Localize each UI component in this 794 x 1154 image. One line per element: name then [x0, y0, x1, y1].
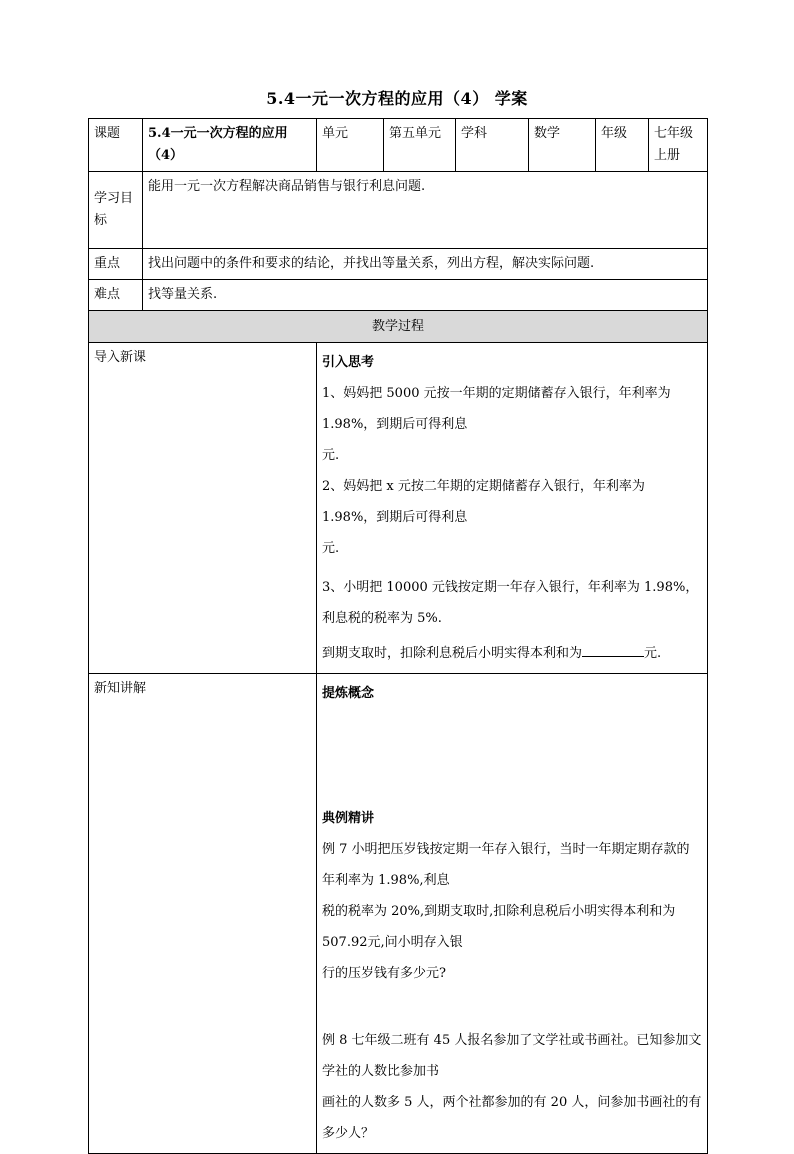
intro-q3-line-2-a: 到期支取时，扣除利息税后小明实得本利和为 [322, 646, 583, 661]
intro-q1-line-1: 1、妈妈把 5000 元按一年期的定期储蓄存入银行，年利率为 1.98%，到期后可得利息 [322, 386, 671, 432]
lesson-plan-table [88, 118, 708, 1154]
unit-value: 第五单元 [384, 119, 456, 172]
subject-label: 学科 [456, 119, 529, 172]
intro-q1-line-2: 元. [322, 448, 340, 463]
process-band: 教学过程 [89, 311, 708, 343]
intro-label-cell [89, 343, 317, 674]
course-value-line-2: （4） [148, 148, 184, 163]
objective-row [89, 172, 708, 249]
example-7-line-3: 行的压岁钱有多少元? [322, 966, 446, 981]
concept-heading: 提炼概念 [322, 686, 375, 701]
example-8-line-1: 例 8 七年级二班有 45 人报名参加了文学社或书画社。已知参加文学社的人数比参加书 [322, 1033, 702, 1079]
intro-label: 导入新课 [94, 350, 147, 365]
new-knowledge-label-cell [89, 674, 317, 1154]
header-row [89, 119, 708, 172]
course-value [143, 119, 317, 172]
concept-space [322, 709, 702, 803]
example-7-line-2: 税的税率为 20%,到期支取时,扣除利息税后小明实得本利和为 507.92元,问小明存入银 [322, 904, 676, 950]
objective-text: 能用一元一次方程解决商品销售与银行利息问题. [143, 172, 708, 249]
grade-value: 七年级上册 [649, 119, 708, 172]
key-point-label: 重点 [89, 249, 143, 280]
unit-label: 单元 [317, 119, 384, 172]
intro-q3-line-2 [322, 638, 702, 669]
new-knowledge-content [317, 674, 708, 1154]
intro-row [89, 343, 708, 674]
course-value-line-1: 5.4一元一次方程的应用 [148, 126, 288, 141]
intro-heading: 引入思考 [322, 355, 375, 370]
grade-label: 年级 [596, 119, 649, 172]
process-band-row [89, 311, 708, 343]
example-7-line-1: 例 7 小明把压岁钱按定期一年存入银行，当时一年期定期存款的年利率为 1.98%,利息 [322, 842, 690, 888]
intro-q3-line-1: 3、小明把 10000 元钱按定期一年存入银行，年利率为 1.98%， 利息税的税率为 5%. [322, 580, 699, 626]
intro-content [317, 343, 708, 674]
difficulty-text: 找等量关系. [143, 280, 708, 311]
example-8-line-2: 画社的人数多 5 人，两个社都参加的有 20 人，问参加书画社的有多少人？ [322, 1095, 702, 1141]
objective-label: 学习目标 [89, 172, 143, 249]
examples-heading: 典例精讲 [322, 811, 375, 826]
new-knowledge-label: 新知讲解 [94, 681, 147, 696]
new-knowledge-row [89, 674, 708, 1154]
intro-q2-line-1: 2、妈妈把 x 元按二年期的定期储蓄存入银行，年利率为 1.98%，到期后可得利息 [322, 479, 645, 525]
key-point-row [89, 249, 708, 280]
answer-blank [582, 642, 644, 657]
course-label: 课题 [89, 119, 143, 172]
page-title: 5.4一元一次方程的应用（4） 学案 [266, 89, 528, 108]
difficulty-label: 难点 [89, 280, 143, 311]
subject-value: 数学 [529, 119, 596, 172]
key-point-text: 找出问题中的条件和要求的结论，并找出等量关系，列出方程，解决实际问题. [143, 249, 708, 280]
example-gap [322, 989, 702, 1025]
difficulty-row [89, 280, 708, 311]
intro-q2-line-2: 元. [322, 541, 340, 556]
intro-q3-line-2-b: 元. [644, 646, 662, 661]
